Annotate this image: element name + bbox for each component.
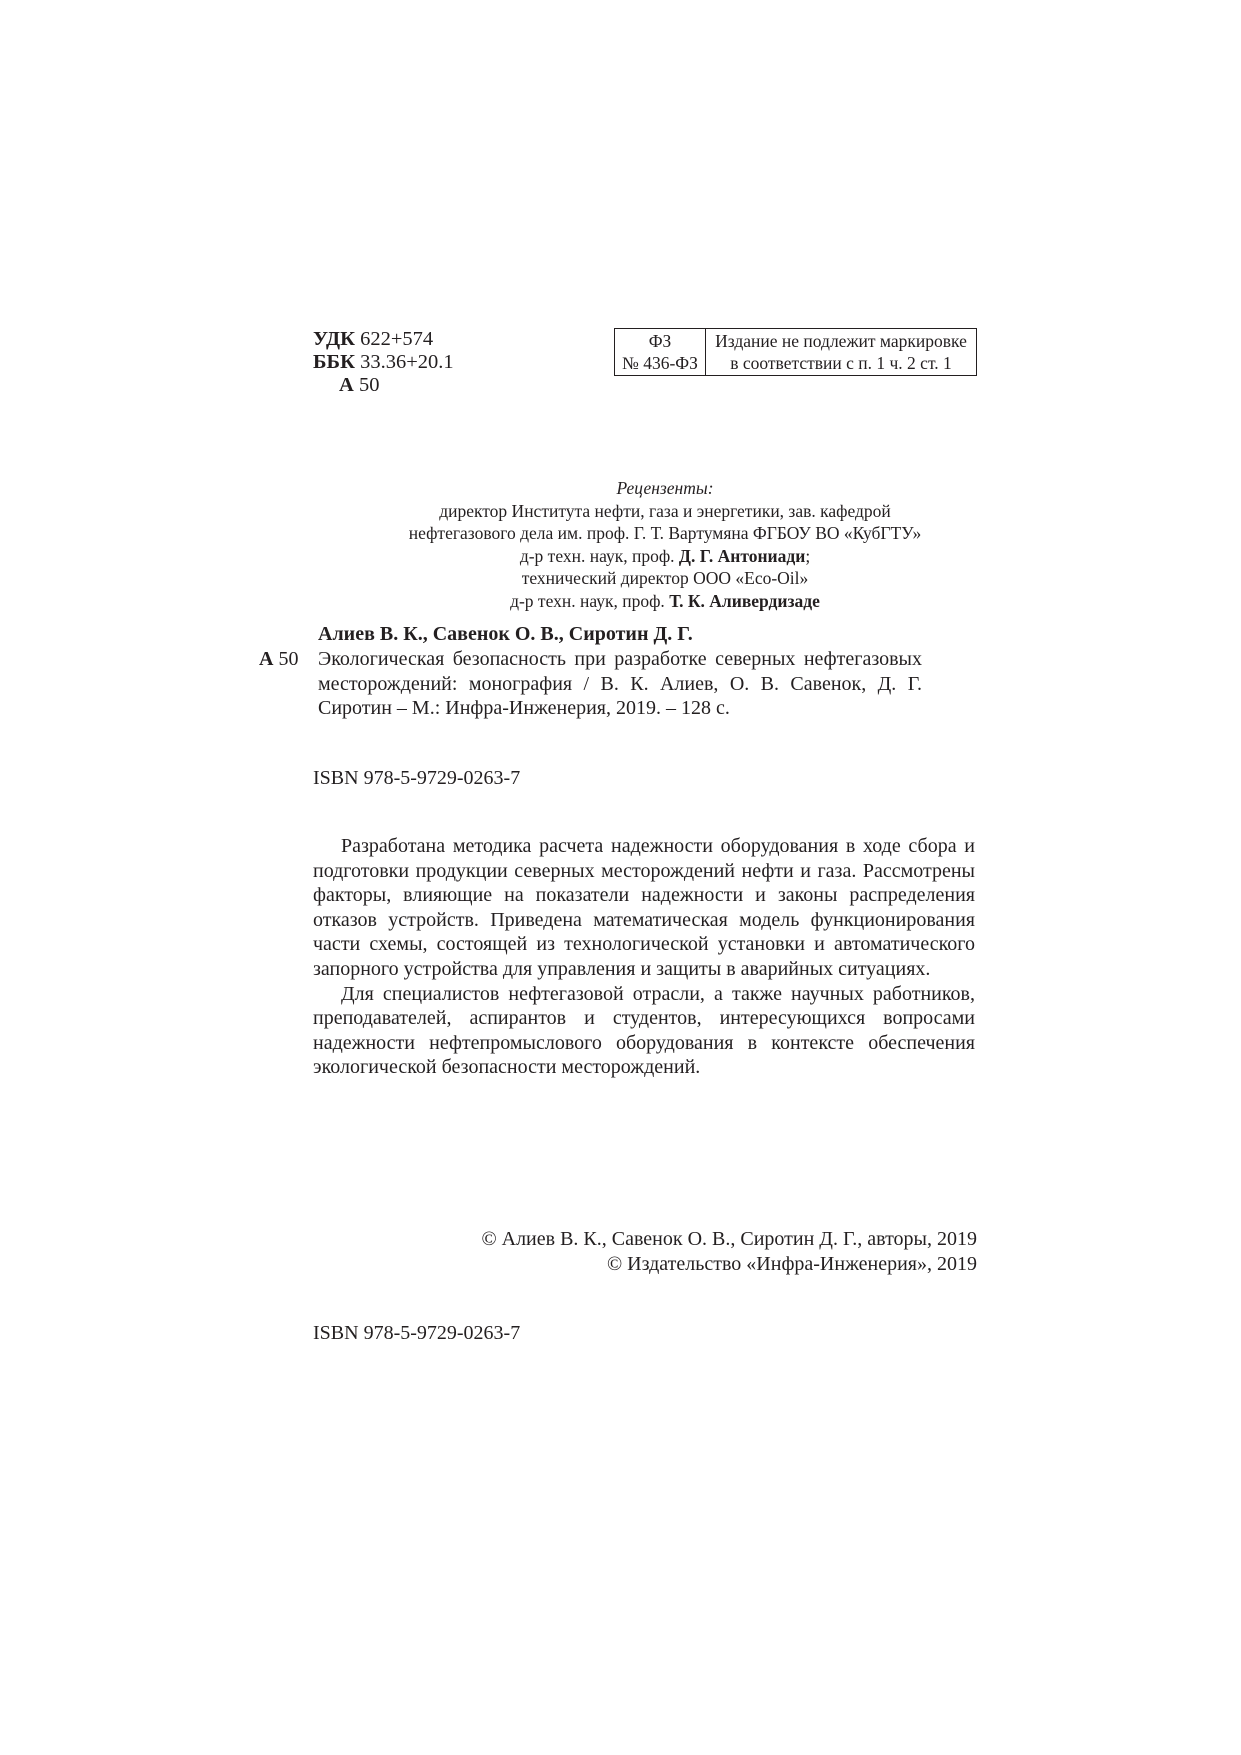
reviewer1-name: Д. Г. Антониади xyxy=(678,545,806,566)
fz-law-number: № 436-ФЗ xyxy=(622,353,698,373)
udk-label: УДК xyxy=(313,328,355,350)
annotation-paragraph-1: Разработана методика расчета надежности оборудования в ходе сбора и подготовки продукции северных месторождений нефти и газа. Рассмотрены факторы, влияющие на показатели надежности и законы распределения отказов устройств. Приведена математическая модель функционирования части схемы, состоящей из технологической установки и автоматического запорного устройства для управления и защиты в аварийных ситуациях. xyxy=(313,835,975,980)
fz-note-line2: в соответствии с п. 1 ч. 2 ст. 1 xyxy=(730,353,952,373)
annotation-paragraph-2: Для специалистов нефтегазовой отрасли, а также научных работников, преподавателей, аспирантов и студентов, интересующихся вопросами надежности нефтепромыслового оборудования в контексте обеспечения экологической безопасности месторождений. xyxy=(313,982,975,1079)
reviewers-title: Рецензенты: xyxy=(616,478,714,498)
catalog-sign-number: 50 xyxy=(273,648,299,670)
fz-note-line1: Издание не подлежит маркировке xyxy=(715,331,967,351)
classification-block xyxy=(313,328,454,397)
udk-value: 622+574 xyxy=(354,328,434,350)
annotation xyxy=(313,834,975,1080)
reviewer1-degree: д-р техн. наук, проф. xyxy=(519,545,679,566)
copyright-authors: © Алиев В. К., Савенок О. В., Сиротин Д. Г., авторы, 2019 xyxy=(481,1228,977,1250)
reviewer2-degree: д-р техн. наук, проф. xyxy=(510,590,670,611)
reviewer2-name: Т. К. Аливердизаде xyxy=(669,590,820,611)
reviewer1-name-line xyxy=(300,545,1030,568)
fz-law-label: ФЗ xyxy=(648,331,672,351)
catalog-description: Экологическая безопасность при разработке северных нефтегазовых месторождений: монография / В. К. Алиев, О. В. Савенок, Д. Г. Сиротин – М.: Инфра-Инженерия, 2019. – 128 с. xyxy=(318,648,922,719)
bbk-line xyxy=(313,351,454,374)
fz-law-cell xyxy=(615,329,706,376)
reviewer2-name-line xyxy=(300,590,1030,613)
author-sign-number: 50 xyxy=(353,374,380,396)
fz-marking-box xyxy=(614,328,977,376)
copyright-publisher: © Издательство «Инфра-Инженерия», 2019 xyxy=(606,1253,977,1275)
reviewer1-position-line2: нефтегазового дела им. проф. Г. Т. Вартумяна ФГБОУ ВО «КубГТУ» xyxy=(408,523,922,544)
footer-isbn: ISBN 978-5-9729-0263-7 xyxy=(313,1322,521,1344)
catalog-sign xyxy=(259,647,298,671)
reviewer2-position: технический директор ООО «Eco-Oil» xyxy=(521,568,809,589)
copyright-block xyxy=(481,1227,977,1277)
bbk-label: ББК xyxy=(313,351,355,373)
reviewer1-punct: ; xyxy=(805,545,811,566)
reviewer1-position-line1: директор Института нефти, газа и энергетики, зав. кафедрой xyxy=(439,500,891,521)
catalog-isbn: ISBN 978-5-9729-0263-7 xyxy=(313,767,521,789)
udk-line xyxy=(313,328,454,351)
bbk-value: 33.36+20.1 xyxy=(354,351,454,373)
author-sign-letter: А xyxy=(339,374,354,396)
catalog-sign-letter: А xyxy=(259,648,274,670)
catalog-authors: Алиев В. К., Савенок О. В., Сиротин Д. Г. xyxy=(318,623,693,645)
fz-note-cell xyxy=(706,329,977,376)
author-sign-line xyxy=(313,374,454,397)
reviewers-block xyxy=(300,477,1030,613)
